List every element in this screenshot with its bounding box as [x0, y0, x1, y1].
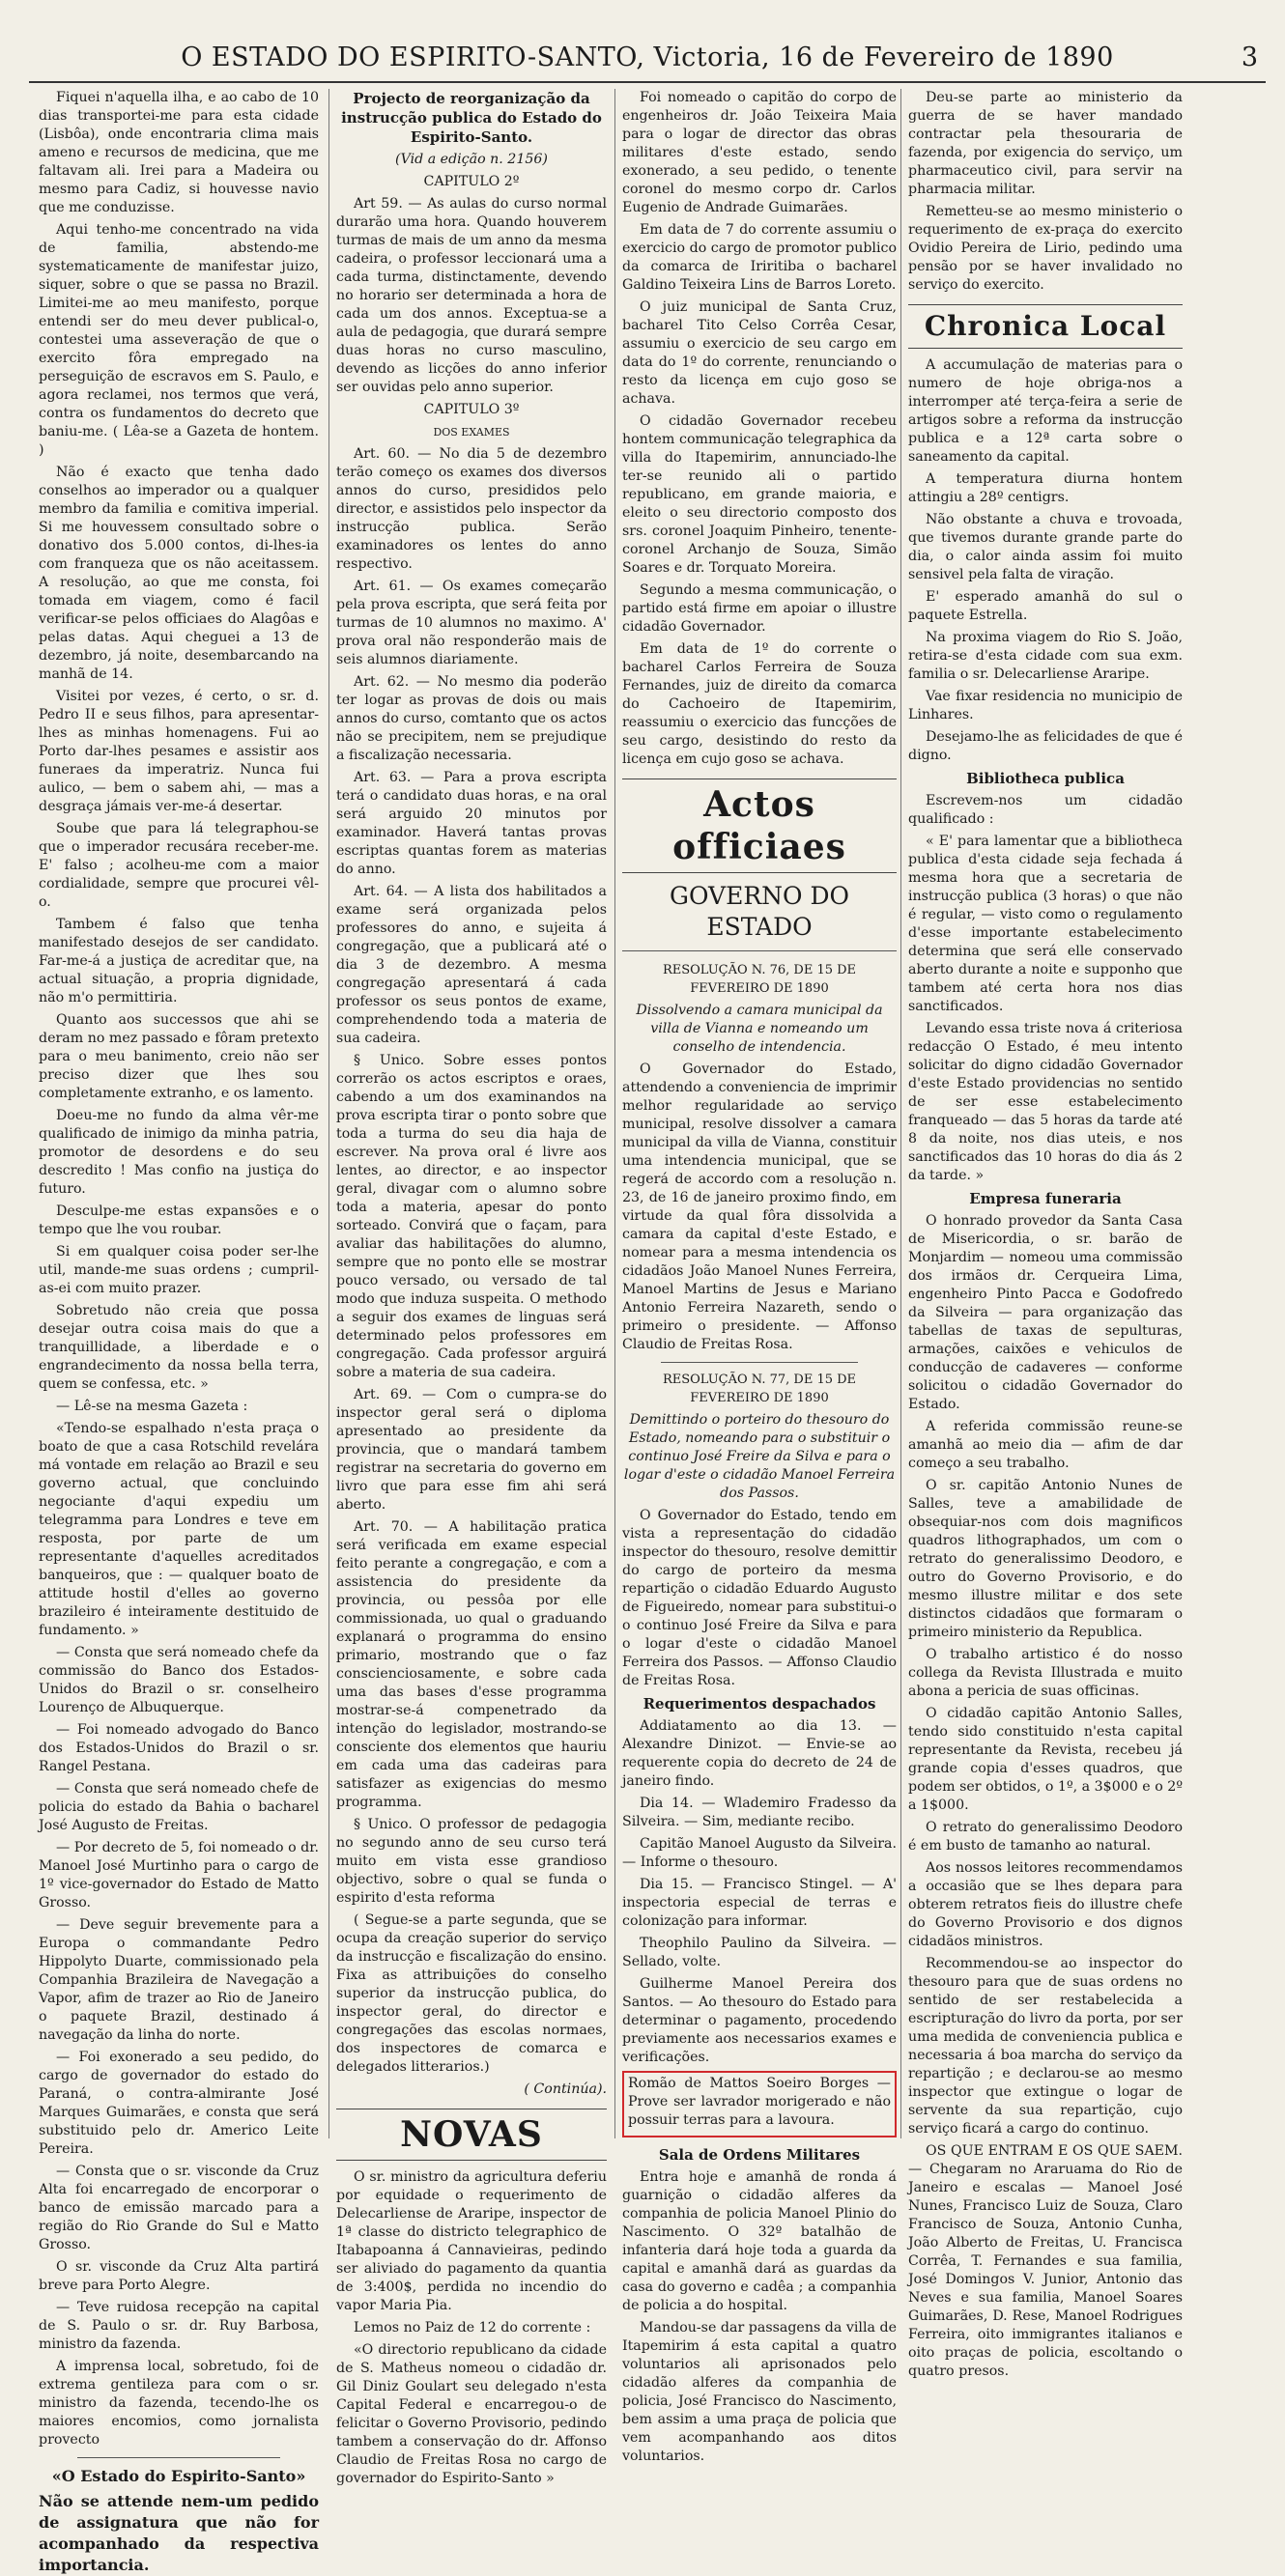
column-1 — [39, 89, 319, 2574]
article-paragraph: O sr. capitão Antonio Nunes de Salles, teve a amabilidade de obsequiar-nos com dois magnificos quadros lithographados, um com o retrato do generalissimo Deodoro, e outro do Governo Provisorio, e do mesmo illustre militar e dos sete distinctos cidadãos que formaram o primeiro ministerio da Republica. — [908, 1478, 1183, 1640]
article-paragraph: Não obstante a chuva e trovoada, que tivemos durante grande parte do dia, o calor ainda assim foi muito sensivel pela falta de viração. — [908, 512, 1183, 582]
article-paragraph: — Foi exonerado a seu pedido, do cargo de governador do estado do Paraná, o contra-almirante José Marques Guimarães, e consta que será substituido pelo dr. Americo Leite Pereira. — [39, 2050, 319, 2157]
governo-heading: GOVERNO DO ESTADO — [622, 881, 897, 951]
article-paragraph: Lemos no Paiz de 12 do corrente : — [354, 2320, 591, 2335]
article-paragraph: Visitei por vezes, é certo, o sr. d. Pedro II e seus filhos, para apresentar-lhes as minhas homenagens. Fui ao Porto dar-lhes pesames e assistir aos funeraes da imperatriz. Nunca fui aulico, — bem o sabem ahi, — mas a desgraça jámais ver-me-á desertar. — [39, 689, 319, 814]
article-paragraph: Não é exacto que tenha dado conselhos ao imperador ou a qualquer membro da familia e comitiva imperial. Si me houvessem consultado sobre o donativo dos 5.000 contos, di-lhes-ia com franqueza que os não aceitassem. A resolução, ao que me consta, foi tomada em viagem, como é facil verificar-se pelos officiaes do Alagôas e pelas datas. Aqui cheguei a 13 de dezembro, já noite, desembarcando na manhã de 14. — [39, 465, 319, 682]
continua: ( Continúa). — [524, 2081, 607, 2097]
article-paragraph: Desculpe-me estas expansões e o tempo que lhe vou roubar. — [39, 1203, 319, 1237]
article-paragraph: Art. 64. — A lista dos habilitados a exame será organizada pelos professores do anno, e sujeita á congregação, que a publicará até o dia 3 de dezembro. A mesma congregação apresentará á cada professor os seus pontos de exame, comprehendendo toda a materia de sua cadeira. — [336, 884, 607, 1046]
article-paragraph: Vae fixar residencia no municipio de Linhares. — [908, 689, 1183, 722]
article-paragraph: Soube que para lá telegraphou-se que o imperador recusára receber-me. E' falso ; acolheu-me com a maior cordialidade, sempre que procurei vêl-o. — [39, 821, 319, 910]
masthead — [29, 37, 1266, 83]
column-2 — [336, 89, 607, 2486]
article-paragraph: Em data de 7 do corrente assumiu o exercicio do cargo de promotor publico da comarca de Iriritiba o bacharel Galdino Teixeira Lins de Barros Loreto. — [622, 222, 897, 293]
article-paragraph: Art. 61. — Os exames começarão pela prova escripta, que será feita por turmas de 10 alumnos no maximo. A' prova oral não responderão mais de seis alumnos diariamente. — [336, 579, 607, 667]
article-paragraph: A imprensa local, sobretudo, foi de extrema gentileza para com o sr. ministro da fazenda, tecendo-lhe os maiores encomios, como jornalista provecto — [39, 2359, 319, 2448]
article-paragraph: Art. 62. — No mesmo dia poderão ter logar as provas de dois ou mais annos do curso, comtanto que os actos não se precipitem, nem se prejudique a fiscalização necessaria. — [336, 674, 607, 763]
column-rule — [900, 89, 901, 2138]
divider — [77, 2457, 280, 2458]
requerimento-line: Theophilo Paulino da Silveira. — Sellado, volte. — [622, 1936, 897, 1969]
article-paragraph: O sr. visconde da Cruz Alta partirá breve para Porto Alegre. — [39, 2259, 319, 2293]
article-paragraph: — Teve ruidosa recepção na capital de S. Paulo o sr. dr. Ruy Barbosa, ministro da fazenda. — [39, 2300, 319, 2352]
article-paragraph: O cidadão capitão Antonio Salles, tendo sido constituido n'esta capital representante da Revista, recebeu já grande copia d'esses quadros, que podem ser obtidos, o 1º, a 3$000 e o 2º a 1$000. — [908, 1706, 1183, 1813]
resolucao-77-title: RESOLUÇÃO N. 77, DE 15 DE FEVEREIRO DE 1890 — [662, 1373, 857, 1405]
article-paragraph: A accumulação de materias para o numero de hoje obriga-nos a interromper até terça-feira a serie de artigos sobre a reforma da instrucção publica e a 12ª carta sobre o saneamento da capital. — [908, 357, 1183, 465]
resolucao-76-title: RESOLUÇÃO N. 76, DE 15 DE FEVEREIRO DE 1890 — [662, 963, 857, 996]
article-paragraph: — Por decreto de 5, foi nomeado o dr. Manoel José Murtinho para o cargo de 1º vice-governador do Estado de Matto Grosso. — [39, 1840, 319, 1911]
article-paragraph: — Foi nomeado advogado do Banco dos Estados-Unidos do Brazil o sr. Rangel Pestana. — [39, 1722, 319, 1774]
highlight-text: Romão de Mattos Soeiro Borges — Prove ser lavrador morigerado e não possuir terras para a lavoura. — [628, 2076, 891, 2128]
article-paragraph: A referida commissão reune-se amanhã ao meio dia — afim de dar começo a seu trabalho. — [908, 1419, 1183, 1471]
resolucao-77-sub: Demittindo o porteiro do thesouro do Estado, nomeando para o substituir o continuo José Freire da Silva e para o logar d'este o cidadão Manoel Ferreira dos Passos. — [623, 1412, 896, 1501]
requerimento-line: Addiatamento ao dia 13. — Alexandre Dinizot. — Envie-se ao requerente copia do decreto de 24 de janeiro findo. — [622, 1718, 897, 1789]
ordens-heading: Sala de Ordens Militares — [658, 2146, 861, 2164]
article-paragraph: ( Segue-se a parte segunda, que se ocupa da creação superior do serviço da instrucção e fiscalização do ensino. Fixa as attribuições do conselho superior da instrucção publica, do inspector geral, do director e congregações das escolas normaes, dos inspectores de comarca e delegados litterarios.) — [336, 1912, 607, 2075]
article-paragraph: Art. 70. — A habilitação pratica será verificada em exame especial feito perante a congregação, e com a assistencia do presidente da provincia, ou pessôa por elle commissionada, uo qual o graduando explanará o programma do ensino primario, mostrando que o faz conscienciosamente, e sobre cada uma das bases d'esse programma mostrar-se-á compenetrado da intenção do legislador, mostrando-se consciente dos elementos que hauriu em cada uma das cadeiras para satisfazer as exigencias do mesmo programma. — [336, 1519, 607, 1810]
article-paragraph: Aqui tenho-me concentrado na vida de familia, abstendo-me systematicamente de manifestar juizo, siquer, sobre o que se passa no Brazil. Limitei-me ao meu manifesto, porque entendi ser do meu dever publical-o, contestei uma asseveração de que o exercito fôra empregado na perseguição de escravos em S. Paulo, e agora reclamei, nos termos que verá, contra os fundamentos do decreto que baniu-me. ( Lêa-se a Gazeta de hontem. ) — [39, 222, 319, 458]
article-paragraph: Em data de 1º do corrente o bacharel Carlos Ferreira de Souza Fernandes, juiz de direito da comarca do Cachoeiro de Itapemirim, reassumiu o exercicio das funcções de seu cargo, desistindo do resto da licença em cujo goso se achava. — [622, 641, 897, 767]
article-paragraph: O sr. ministro da agricultura deferiu por equidade o requerimento de Delecarliense de Araripe, inspector de 1ª classe do districto telegraphico de Itabapoanna á Cannavieiras, pedindo ser aliviado do pagamento da quantia de 3:400$, perdida no incendio do vapor Maria Pia. — [336, 2169, 607, 2313]
dos-exames: DOS EXAMES — [433, 426, 510, 439]
funeraria-heading: Empresa funeraria — [969, 1190, 1122, 1207]
article-paragraph: O retrato do generalissimo Deodoro é em busto de tamanho ao natural. — [908, 1820, 1183, 1854]
article-paragraph: OS QUE ENTRAM E OS QUE SAEM. — Chegaram no Araruama do Rio de Janeiro e escalas — Manoel José Nunes, Francisco Luiz de Souza, Claro Francisco de Souza, Antonio Cunha, João Alberto de Freitas, U. Francisca Corrêa, T. Fernandes e sua familia, José Domingos V. Junior, Antonio das Neves e sua familia, Manoel Soares Guimarães, D. Rese, Manoel Rodrigues Ferreira, oito immigrantes italianos e oito praças de policia, escoltando o quatro presos. — [908, 2143, 1183, 2379]
divider — [661, 1362, 858, 1363]
article-paragraph: Art. 63. — Para a prova escripta terá o candidato duas horas, e na oral será arguido 20 minutos por examinador. Haverá tantas provas escriptas quantas forem as materias do anno. — [336, 770, 607, 877]
article-paragraph: — Deve seguir brevemente para a Europa o commandante Pedro Hippolyto Duarte, commissionado pela Companhia Brazileira de Navegação a Vapor, afim de trazer ao Rio de Janeiro o paquete Brazil, destinado á navegação da linha do norte. — [39, 1917, 319, 2043]
article-paragraph: Deu-se parte ao ministerio da guerra de se haver mandado contractar pela thesouraria de fazenda, por exigencia do serviço, um pharmaceutico civil, para servir na pharmacia militar. — [908, 90, 1183, 197]
masthead-title: O ESTADO DO ESPIRITO-SANTO, Victoria, 16 de Fevereiro de 1890 — [181, 42, 1114, 72]
article-paragraph: Recommendou-se ao inspector do thesouro para que de suas ordens no sentido de ser restabelecida a escripturação do livro da porta, por ser uma medida de conveniencia publica e necessaria á boa marcha do serviço da repartição ; e declarou-se ao mesmo inspector que extingue o logar de servente da sua repartição, cujo serviço ficará a cargo do continuo. — [908, 1956, 1183, 2137]
article-paragraph: O juiz municipal de Santa Cruz, bacharel Tito Celso Corrêa Cesar, assumiu o exercicio de seu cargo em data do 1º do corrente, renunciando o resto da licença em cujo goso se achava. — [622, 299, 897, 407]
article-paragraph: Entra hoje e amanhã de ronda á guarnição o cidadão alferes da companhia de policia Manoel Plinio do Nascimento. O 32º batalhão de infanteria dará hoje toda a guarda da capital e amanhã dará as guardas da casa do governo e cadêa ; a companhia de policia a do hospital. — [622, 2169, 897, 2313]
article-paragraph: — Consta que será nomeado chefe de policia do estado da Bahia o bacharel José Augusto de Freitas. — [39, 1781, 319, 1833]
column-rule — [614, 89, 615, 2138]
article-paragraph: Foi nomeado o capitão do corpo de engenheiros dr. João Teixeira Maia para o logar de director das obras militares d'este estado, sendo exonerado, a seu pedido, o tenente coronel do mesmo corpo dr. Carlos Eugenio de Andrade Guimarães. — [622, 90, 897, 215]
column-4 — [908, 89, 1183, 2379]
article-paragraph: Aos nossos leitores recommendamos a occasião que se lhes depara para obterem retratos fieis do illustre chefe do Governo Provisorio e dos dignos cidadãos ministros. — [908, 1860, 1183, 1949]
article-paragraph: O cidadão Governador recebeu hontem communicação telegraphica da villa do Itapemirim, annunciado-lhe ter-se reunido ali o partido republicano, em grande maioria, e eleito o seu directorio composto dos srs. coronel Joaquim Pinheiro, tenente-coronel Archanjo de Souza, Simão Soares e dr. Torquato Moreira. — [622, 413, 897, 576]
article-paragraph: Mandou-se dar passagens da villa de Itapemirim á esta capital a quatro voluntarios ali aprisonados pelo cidadão alferes da companhia de policia, José Francisco do Nascimento, bem assim a uma praça de policia que vem acompanhando aos ditos voluntarios. — [622, 2320, 897, 2464]
article-paragraph: «Tendo-se espalhado n'esta praça o boato de que a casa Rotschild revelára má vontade em relação ao Brazil e seu governo actual, que concluindo negociante d'aqui expediu um telegramma para Londres e teve em resposta, por parte de um representante d'aquelles acreditados banqueiros, que : — qualquer boato de attitude hostil d'elles ao governo brazileiro é inteiramente destituido de fundamento. » — [39, 1421, 319, 1638]
resolucao-76-text: O Governador do Estado, attendendo a conveniencia de imprimir melhor regularidade ao serviço municipal, resolve dissolver a camara municipal da villa de Vianna, constituir uma intendencia municipal, que se regerá de accordo com a resolução n. 23, de 16 de janeiro proximo findo, em virtude da qual fôra dissolvida a camara da capital d'este Estado, e nomear para a mesma intendencia os cidadãos João Manoel Nunes Ferreira, Manoel Martins de Jesus e Mariano Antonio Ferreira Nazareth, sendo o primeiro o presidente. — Affonso Claudio de Freitas Rosa. — [622, 1062, 897, 1352]
article-paragraph: — Consta que o sr. visconde da Cruz Alta foi encarregado de encorporar o banco de emissão marcado para a região do Rio Grande do Sul e Matto Grosso. — [39, 2164, 319, 2252]
column-3 — [622, 89, 897, 2464]
article-paragraph: Segundo a mesma communicação, o partido está firme em apoiar o illustre cidadão Governador. — [622, 582, 897, 635]
article-paragraph: Fiquei n'aquella ilha, e ao cabo de 10 dias transportei-me para esta cidade (Lisbôa), onde encontraria clima mais ameno e recursos de medicina, que me faltavam ali. Irei para a Madeira ou mesmo para Cadiz, si houvesse navio que me conduzisse. — [39, 90, 319, 215]
article-paragraph: Art 59. — As aulas do curso normal durarão uma hora. Quando houverem turmas de mais de um anno da mesma cadeira, o professor leccionará uma a cada turma, distinctamente, devendo no horario ser determinada a hora de cada um dos annos. Exceptua-se a aula de pedagogia, que durará sempre duas horas no curso masculino, devendo as licções do anno inferior ser ouvidas pelo anno superior. — [336, 196, 607, 395]
article-paragraph: — Consta que será nomeado chefe da commissão do Banco dos Estados-Unidos do Brazil o sr. conselheiro Lourenço de Albuquerque. — [39, 1645, 319, 1715]
requerimentos-heading: Requerimentos despachados — [642, 1695, 876, 1713]
article-paragraph: Art. 69. — Com o cumpra-se do inspector geral será o diploma apresentado ao presidente da provincia, que o mandará tambem registrar na secretaria do governo em livro que para esse fim ahi será aberto. — [336, 1387, 607, 1513]
requerimento-line: Guilherme Manoel Pereira dos Santos. — Ao thesouro do Estado para determinar o pagamento, procedendo previamente aos necessarios exames e verificações. — [622, 1976, 897, 2065]
article-paragraph: Art. 60. — No dia 5 de dezembro terão começo os exames dos diversos annos do curso, presididos pelo director, e assistidos pelo inspector da instrucção publica. Serão examinadores os lentes do anno respectivo. — [336, 446, 607, 572]
capitulo-2: CAPITULO 2º — [423, 174, 520, 189]
projecto-sub: (Vid a edição n. 2156) — [395, 152, 548, 167]
article-paragraph: Escrevem-nos um cidadão qualificado : — [908, 793, 1183, 827]
article-paragraph: — Lê-se na mesma Gazeta : — [56, 1399, 248, 1414]
article-paragraph: Remetteu-se ao mesmo ministerio o requerimento de ex-praça do exercito Ovidio Pereira de Lirio, pedindo uma pensão por se haver invalidado no serviço do exercito. — [908, 204, 1183, 293]
chronica-local-heading: Chronica Local — [908, 304, 1183, 349]
article-paragraph: A temperatura diurna hontem attingiu a 28º centigrs. — [908, 471, 1183, 505]
article-paragraph: E' esperado amanhã do sul o paquete Estrella. — [908, 589, 1183, 623]
requerimento-line: Capitão Manoel Augusto da Silveira. — Informe o thesouro. — [622, 1836, 897, 1870]
article-paragraph: O honrado provedor da Santa Casa de Misericordia, o sr. barão de Monjardim — nomeou uma commissão dos irmãos dr. Cerqueira Lima, engenheiro Pinto Pacca e Godofredo da Silveira — para organização das tabellas de taxas de sepulturas, armações, caixões e vehiculos de conducção de cadaveres — conforme solicitou o cidadão Governador do Estado. — [908, 1213, 1183, 1412]
requerimento-line: Dia 15. — Francisco Stingel. — A' inspectoria especial de terras e colonização para informar. — [622, 1877, 897, 1929]
article-paragraph: «O directorio republicano da cidade de S. Matheus nomeou o cidadão dr. Gil Diniz Goulart seu delegado n'esta Capital Federal e encarregou-o de felicitar o Governo Provisorio, pedindo tambem a conservação do dr. Affonso Claudio de Freitas Rosa no cargo de governador do Espirito-Santo » — [336, 2342, 607, 2486]
article-paragraph: Levando essa triste nova á criteriosa redacção O Estado, é meu intento solicitar do digno cidadão Governador d'este Estado providencias no sentido de ser esse estabelecimento franqueado — das 5 horas da tarde até 8 da noite, nos dias uteis, e nos sanctificados das 10 horas do dia ás 2 da tarde. » — [908, 1021, 1183, 1183]
article-paragraph: § Unico. Sobre esses pontos correrão os actos escriptos e oraes, cabendo a um dos examinandos na prova escripta tirar o ponto sobre que toda a turma do seu dia haja de escrever. Na prova oral é livre aos lentes, ao director, e ao inspector geral, divagar com o alumno sobre toda a materia, apesar do ponto sorteado. Convirá que o façam, para avaliar das habilitações do alumno, sempre que no ponto elle se mostrar pouco versado, ou versado de tal modo que induza suspeita. O methodo a seguir dos exames de linguas será determinado pelos professores em congregação. Cada professor arguirá sobre a materia de sua cadeira. — [336, 1053, 607, 1380]
article-paragraph: Tambem é falso que tenha manifestado desejos de ser candidato. Far-me-á a justiça de acreditar que, na actual situação, a propria dignidade, não m'o permittiria. — [39, 917, 319, 1005]
article-paragraph: Na proxima viagem do Rio S. João, retira-se d'esta cidade com sua exm. familia o sr. Delecarliense Araripe. — [908, 630, 1183, 682]
column-rule — [328, 89, 329, 2138]
page-number: 3 — [1241, 42, 1258, 72]
article-paragraph: Sobretudo não creia que possa desejar outra coisa mais do que a tranquillidade, a liberdade e o engrandecimento da nossa bella terra, quem se confessa, etc. » — [39, 1303, 319, 1392]
article-paragraph: « E' para lamentar que a bibliotheca publica d'esta cidade seja fechada á mesma hora que a secretaria de instrucção publica (3 horas) o que não é regular, — visto como o regulamento d'esse importante estabelecimento determina que será elle conservado aberto durante a noite e supponho que tambem até certa hora nos dias sanctificados. — [908, 834, 1183, 1014]
actos-officiaes-heading: Actos officiaes — [622, 778, 897, 873]
novas-heading: NOVAS — [336, 2109, 607, 2161]
article-paragraph: O trabalho artistico é do nosso collega da Revista Illustrada e muito abona a pericia de suas officinas. — [908, 1647, 1183, 1699]
resolucao-76-sub: Dissolvendo a camara municipal da villa de Vianna e nomeando um conselho de intendencia. — [636, 1003, 883, 1055]
article-paragraph: § Unico. O professor de pedagogia no segundo anno de seu curso terá muito em vista esse grandioso objectivo, sobre o qual se funda o espirito d'esta reforma — [336, 1817, 607, 1906]
resolucao-77-text: O Governador do Estado, tendo em vista a representação do cidadão inspector do thesouro, resolve demittir do cargo de porteiro da mesma repartição o cidadão Eduardo Augusto de Figueiredo, nomear para substitui-o o continuo José Freire da Silva e para o logar d'este o cidadão Manoel Ferreira dos Passos. — Affonso Claudio de Freitas Rosa. — [622, 1508, 897, 1688]
capitulo-3: CAPITULO 3º — [423, 402, 520, 417]
article-paragraph: Desejamo-lhe as felicidades de que é digno. — [908, 729, 1183, 763]
article-paragraph: Doeu-me no fundo da alma vêr-me qualificado de inimigo da minha patria, promotor de desordens e do seu descredito ! Mas confio na justiça do futuro. — [39, 1108, 319, 1197]
highlighted-entry — [622, 2071, 897, 2137]
article-paragraph: Si em qualquer coisa poder ser-lhe util, mande-me suas ordens ; cumpril-as-ei com muito prazer. — [39, 1244, 319, 1296]
notice-text: Não se attende nem-um pedido de assignatura que não for acompanhado da respectiva importancia. — [39, 2492, 319, 2574]
requerimento-line: Dia 14. — Wlademiro Fradesso da Silveira. — Sim, mediante recibo. — [622, 1796, 897, 1829]
projecto-heading: Projecto de reorganização da instrucção publica do Estado do Espirito-Santo. — [341, 90, 602, 146]
bibliotheca-heading: Bibliotheca publica — [966, 770, 1125, 787]
article-paragraph: Quanto aos successos que ahi se deram no mez passado e fôram pretexto para o meu banimento, creio não ser preciso dizer que lhes sou completamente extranho, e os lamento. — [39, 1012, 319, 1101]
notice-title: «O Estado do Espirito-Santo» — [51, 2467, 306, 2485]
